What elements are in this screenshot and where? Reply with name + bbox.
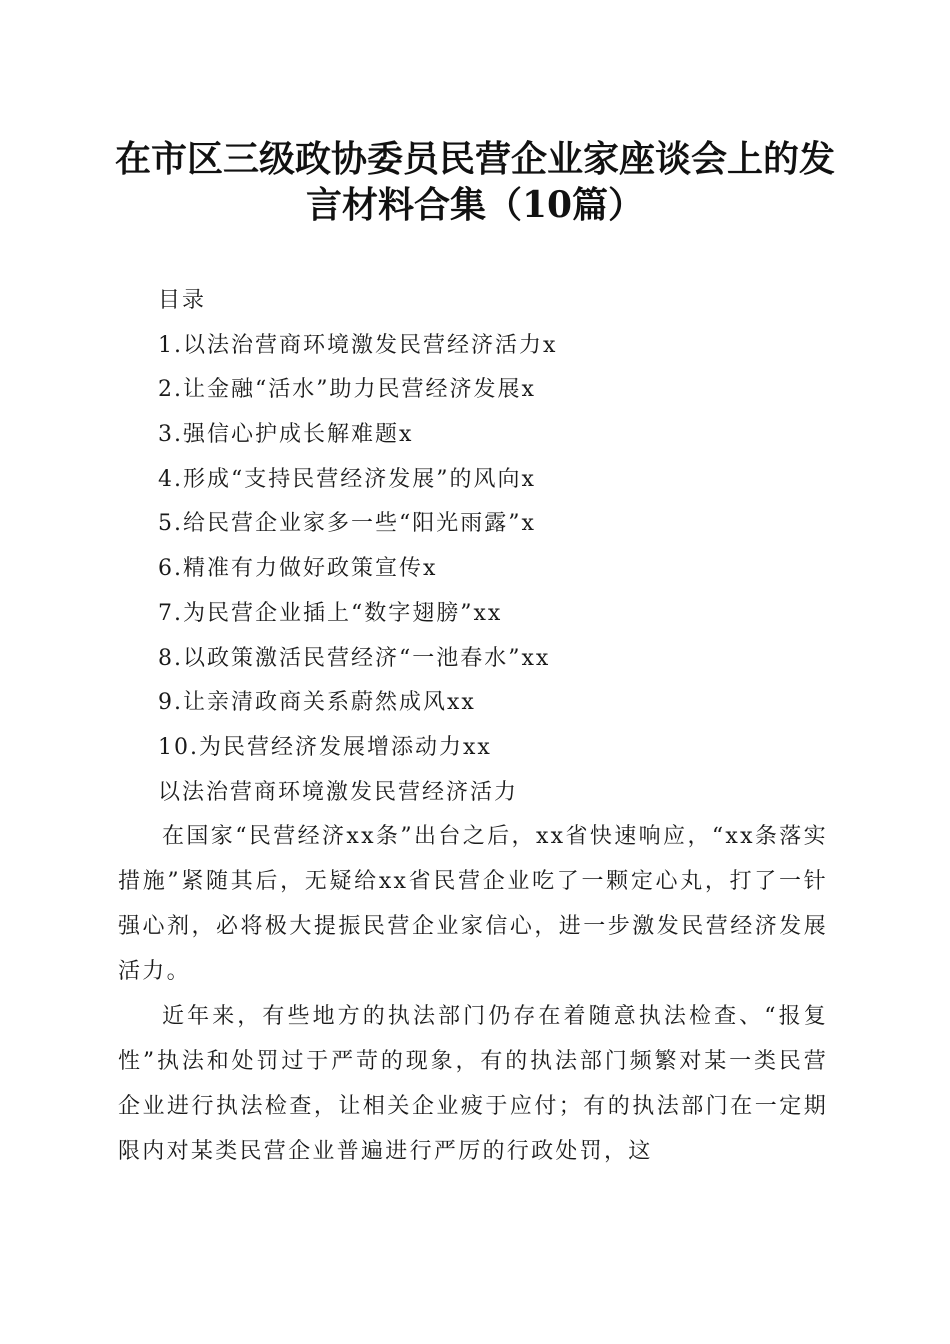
toc-item: 2.让金融“活水”助力民营经济发展x (158, 377, 536, 403)
title-line-1: 在市区三级政协委员民营企业家座谈会上的发 (114, 138, 835, 180)
toc-item: 3.强信心护成长解难题x (158, 422, 414, 448)
body-paragraph-1: 在国家“民营经济xx条”出台之后，xx省快速响应，“xx条落实措施”紧随其后，无疑给xx省民营企业吃了一颗定心丸，打了一针强心剂，必将极大提振民营企业家信心，进一步激发民营经济发展活力。 (118, 824, 828, 984)
body-paragraph-2: 近年来，有些地方的执法部门仍存在着随意执法检查、“报复性”执法和处罚过于严苛的现象，有的执法部门频繁对某一类民营企业进行执法检查，让相关企业疲于应付；有的执法部门在一定期限内对某类民营企业普遍进行严厉的行政处罚，这 (118, 1004, 828, 1164)
toc-heading: 目录 (158, 288, 207, 313)
toc-item: 1.以法治营商环境激发民营经济活力x (158, 332, 558, 358)
toc-item: 10.为民营经济发展增添动力xx (158, 734, 492, 760)
section-heading: 以法治营商环境激发民营经济活力 (158, 779, 519, 805)
toc-item: 4.形成“支持民营经济发展”的风向x (158, 466, 536, 492)
toc-item: 8.以政策激活民营经济“一池春水”xx (158, 645, 551, 671)
toc-item: 6.精准有力做好政策宣传x (158, 556, 438, 582)
document-title (100, 136, 850, 228)
toc-item: 9.让亲清政商关系蔚然成风xx (158, 690, 476, 716)
title-line-2: 言材料合集（10篇） (305, 184, 645, 226)
toc-item: 5.给民营企业家多一些“阳光雨露”x (158, 511, 536, 537)
toc-item: 7.为民营企业插上“数字翅膀”xx (158, 600, 503, 626)
table-of-contents (158, 279, 838, 815)
